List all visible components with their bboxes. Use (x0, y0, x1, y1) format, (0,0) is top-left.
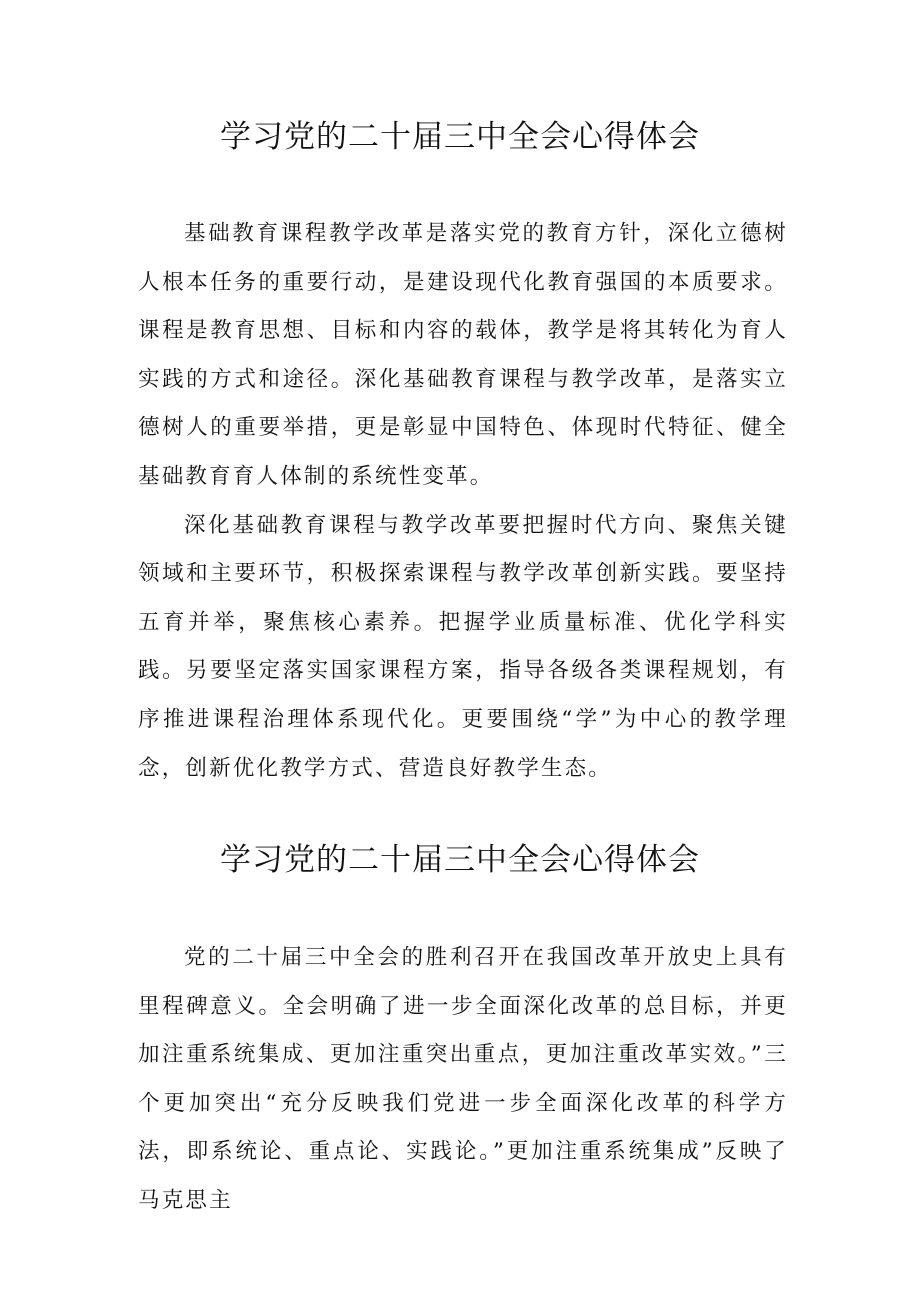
article-1-body (138, 210, 788, 793)
article-1-title: 学习党的二十届三中全会心得体会 (220, 119, 700, 155)
article-2-title: 学习党的二十届三中全会心得体会 (220, 842, 700, 878)
article-1-paragraph-2: 深化基础教育课程与教学改革要把握时代方向、聚焦关键领域和主要环节，积极探索课程与教学改革创新实践。要坚持五育并举，聚焦核心素养。把握学业质量标准、优化学科实践。另要坚定落实国家课程方案，指导各级各类课程规划，有序推进课程治理体系现代化。更要围绕“学”为中心的教学理念，创新优化教学方式、营造良好教学生态。 (138, 512, 788, 781)
article-2-body (138, 934, 788, 1226)
article-2-paragraph-1: 党的二十届三中全会的胜利召开在我国改革开放史上具有里程碑意义。全会明确了进一步全面深化改革的总目标，并更加注重系统集成、更加注重突出重点，更加注重改革实效。”三个更加突出“充分反映我们党进一步全面深化改革的科学方法，即系统论、重点论、实践论。”更加注重系统集成”反映了马克思主 (138, 945, 788, 1213)
article-1-paragraph-1: 基础教育课程教学改革是落实党的教育方针，深化立德树人根本任务的重要行动，是建设现代化教育强国的本质要求。课程是教育思想、目标和内容的载体，教学是将其转化为育人实践的方式和途径。深化基础教育课程与教学改革，是落实立德树人的重要举措，更是彰显中国特色、体现时代特征、健全基础教育育人体制的系统性变革。 (138, 221, 788, 489)
